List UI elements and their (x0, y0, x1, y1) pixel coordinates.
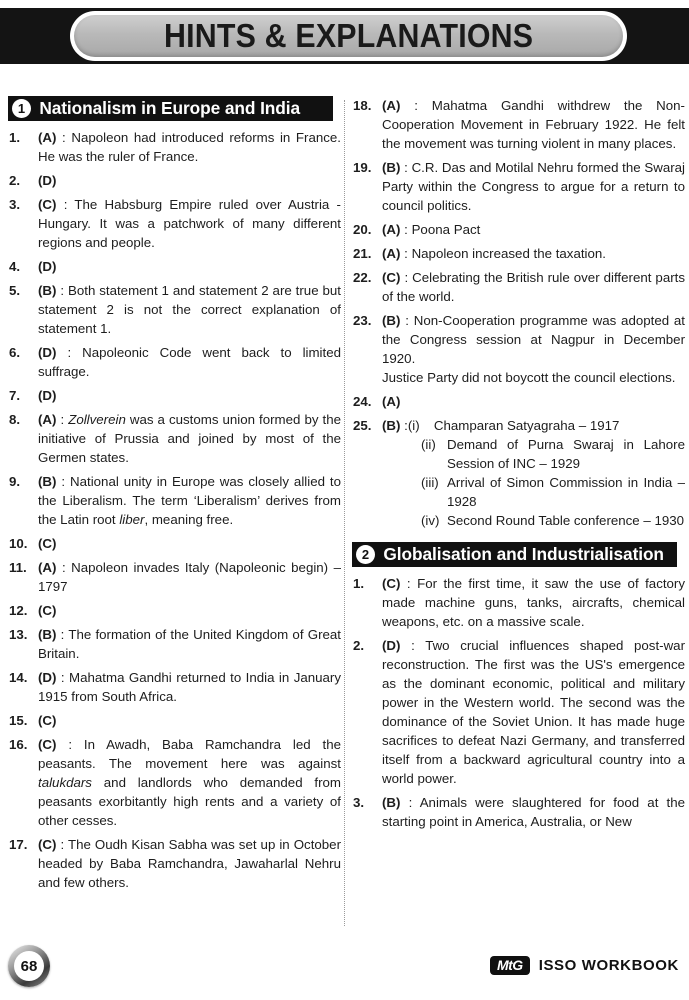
answer-item (352, 311, 685, 387)
column-divider (344, 100, 345, 926)
answer-item-body (38, 534, 341, 553)
answer-option: (D) (38, 388, 57, 403)
answer-item (8, 835, 341, 892)
answer-item-number: 25. (353, 418, 372, 433)
answer-item (352, 244, 685, 263)
answer-item-body: (A) : Zollverein was a customs union formed by the initiative of Prussia and joined by most of the Germen states. (38, 412, 341, 465)
content-columns (0, 96, 689, 936)
answer-item-body: (D) : Mahatma Gandhi returned to India in January 1915 from South Africa. (38, 670, 341, 704)
header-pill (74, 15, 623, 57)
answer-item (8, 735, 341, 830)
answer-item-body: (C) : For the first time, it saw the use of factory made machine guns, tanks, aircrafts, chemical weapons, etc. on a massive scale. (382, 576, 686, 629)
answer-item-number: 1. (353, 576, 365, 591)
sub-item (421, 435, 685, 473)
sub-item (421, 511, 685, 530)
answer-option: (C) (38, 536, 57, 551)
answer-item (8, 195, 341, 252)
sub-item-text: Arrival of Simon Commission in India – 1928 (447, 475, 685, 509)
answer-option: (A) (382, 246, 401, 261)
answer-item-number: 6. (9, 345, 21, 360)
answer-item (8, 343, 341, 381)
answer-option: (A) (38, 130, 57, 145)
mtg-logo: MtG (490, 956, 530, 975)
answer-item-number: 11. (9, 560, 27, 575)
answer-item (8, 128, 341, 166)
sub-item-marker: (ii) (421, 437, 436, 452)
answer-item-number: 2. (353, 638, 365, 653)
answer-option: (D) (38, 173, 57, 188)
answer-item-body: (C) : The Habsburg Empire ruled over Austria - Hungary. It was a patchwork of many different regions and people. (38, 197, 341, 250)
answer-option: (A) (38, 412, 57, 427)
sub-item-text: Champaran Satyagraha – 1917 (433, 418, 620, 433)
answer-item-number: 1. (9, 130, 21, 145)
answer-item (8, 171, 341, 190)
answer-option: (D) (38, 345, 57, 360)
right-column (352, 96, 685, 836)
right-answer-list-section2 (352, 574, 685, 831)
answer-item (352, 392, 685, 411)
sub-item (421, 473, 685, 511)
answer-item-number: 8. (9, 412, 21, 427)
answer-item-number: 3. (9, 197, 21, 212)
answer-item-body (38, 257, 341, 276)
answer-item-number: 3. (353, 795, 365, 810)
answer-item-number: 19. (353, 160, 372, 175)
answer-item-body: (B) : Both statement 1 and statement 2 are true but statement 2 is not the correct explanation of statement 1. (38, 283, 341, 336)
answer-item-number: 20. (353, 222, 372, 237)
answer-option: (A) (38, 560, 57, 575)
section-header-globalisation (352, 542, 677, 567)
emphasis-term: talukdars (38, 775, 92, 790)
answer-item-body: (B) : Animals were slaughtered for food at the starting point in America, Australia, or New (382, 795, 685, 829)
page-title: HINTS & EXPLANATIONS (163, 17, 534, 54)
answer-item (8, 601, 341, 620)
answer-option: (D) (38, 670, 57, 685)
sub-item-marker: (iii) (421, 475, 439, 490)
answer-item-body (38, 601, 341, 620)
answer-item-body (382, 392, 685, 411)
answer-option: (B) (382, 160, 401, 175)
answer-option: (A) (382, 98, 401, 113)
answer-item-body (38, 171, 341, 190)
answer-item-number: 14. (9, 670, 28, 685)
answer-item-body: (B) : Non-Cooperation programme was adopted at the Congress session at Nagpur in December 1920. Justice Party did not boycott the council elections. (382, 313, 685, 385)
answer-item (8, 668, 341, 706)
sub-item (382, 416, 685, 435)
answer-item-body (38, 386, 341, 405)
answer-item-body: (C) : Celebrating the British rule over different parts of the world. (382, 270, 685, 304)
answer-item (352, 220, 685, 239)
answer-item-paragraph-2: Justice Party did not boycott the council elections. (382, 370, 676, 385)
answer-item (8, 386, 341, 405)
answer-item (352, 574, 685, 631)
answer-option: (B) (382, 313, 401, 328)
sub-item-text: Second Round Table conference – 1930 (447, 513, 685, 528)
answer-option: (B) (38, 474, 57, 489)
answer-item (352, 268, 685, 306)
answer-item-25 (352, 416, 685, 530)
answer-item-number: 5. (9, 283, 21, 298)
answer-item-number: 21. (353, 246, 372, 261)
answer-option: (C) (38, 713, 57, 728)
answer-item (352, 636, 685, 788)
answer-item-body: (A) : Napoleon invades Italy (Napoleonic begin) – 1797 (38, 560, 341, 594)
answer-item-body: (B) : C.R. Das and Motilal Nehru formed the Swaraj Party within the Congress to argue for a return to council politics. (382, 160, 685, 213)
answer-item-number: 15. (9, 713, 28, 728)
answer-item (352, 96, 685, 153)
answer-option: (B) (38, 627, 57, 642)
footer-book-label: ISSO WORKBOOK (538, 957, 679, 974)
answer-item-number: 10. (9, 536, 28, 551)
answer-item-body (38, 711, 341, 730)
answer-item-number: 22. (353, 270, 372, 285)
sub-item-marker: (iv) (421, 513, 440, 528)
answer-option: (B) : (382, 418, 408, 433)
answer-item (8, 558, 341, 596)
answer-item-number: 12. (9, 603, 28, 618)
answer-item (8, 281, 341, 338)
answer-item-number: 23. (353, 313, 372, 328)
answer-item (352, 416, 685, 530)
answer-option: (C) (382, 576, 401, 591)
answer-option: (B) (382, 795, 401, 810)
answer-item-body: (B) : National unity in Europe was closely allied to the Liberalism. The term ‘Liberalism’ derives from the Latin root liber, meaning free. (38, 474, 341, 527)
answer-item-body: (B) : The formation of the United Kingdom of Great Britain. (38, 627, 341, 661)
header-pill-outline (70, 11, 627, 61)
answer-item-body: (D) : Two crucial influences shaped post-war reconstruction. The first was the US's emergence as the dominant economic, political and military power in the Western world. The second was the dominance of the Soviet Union. It has made huge sacrifices to defeat Nazi Germany, and transferred itself from a backward agricultural country into a world power. (382, 638, 685, 786)
answer-item (8, 410, 341, 467)
emphasis-term: liber (119, 512, 145, 527)
answer-item (8, 711, 341, 730)
footer-branding (490, 956, 679, 975)
answer-item-body: (D) : Napoleonic Code went back to limited suffrage. (38, 345, 341, 379)
answer-item (352, 158, 685, 215)
answer-option: (D) (382, 638, 401, 653)
answer-option: (C) (38, 197, 57, 212)
answer-option: (D) (38, 259, 57, 274)
answer-item-number: 7. (9, 388, 21, 403)
left-answer-list (8, 128, 341, 892)
answer-item-number: 4. (9, 259, 21, 274)
answer-item-number: 24. (353, 394, 372, 409)
answer-item-body: (C) : In Awadh, Baba Ramchandra led the peasants. The movement here was against talukdars and landlords who demanded from peasants exorbitantly high rents and a variety of other cesses. (38, 737, 341, 828)
answer-option: (C) (38, 837, 57, 852)
sub-item-marker: (i) (407, 418, 420, 433)
left-column (8, 96, 341, 897)
answer-option: (C) (382, 270, 401, 285)
section2-title-text: Globalisation and Industrialisation (383, 544, 664, 564)
answer-item-number: 16. (9, 737, 28, 752)
answer-item-body: (A) : Poona Pact (382, 222, 481, 237)
section-header-nationalism (8, 96, 333, 121)
answer-item (8, 472, 341, 529)
right-answer-list-section1 (352, 96, 685, 411)
answer-item-body (382, 416, 685, 530)
sub-item-text: Demand of Purna Swaraj in Lahore Session of INC – 1929 (447, 437, 685, 471)
answer-option: (A) (382, 394, 401, 409)
answer-item-number: 17. (9, 837, 28, 852)
answer-item-number: 18. (353, 98, 372, 113)
answer-item-body: (C) : The Oudh Kisan Sabha was set up in October headed by Baba Ramchandra, Jawaharlal Nehru and few others. (38, 837, 342, 890)
page-footer (0, 940, 689, 1000)
answer-item-body: (A) : Napoleon increased the taxation. (382, 246, 606, 261)
answer-option: (B) (38, 283, 57, 298)
header-banner (0, 8, 689, 64)
answer-item-number: 9. (9, 474, 21, 489)
answer-item (352, 793, 685, 831)
emphasis-term: Zollverein (68, 412, 126, 427)
answer-item (8, 625, 341, 663)
answer-item (8, 534, 341, 553)
answer-item-number: 13. (9, 627, 28, 642)
answer-option: (A) (382, 222, 401, 237)
answer-item-body: (A) : Mahatma Gandhi withdrew the Non-Cooperation Movement in February 1922. He felt the movement was turning violent in many places. (382, 98, 685, 151)
answer-item-body: (A) : Napoleon had introduced reforms in France. He was the ruler of France. (38, 130, 341, 164)
page-number-badge (8, 945, 50, 987)
answer-item-number: 2. (9, 173, 21, 188)
section2-number-badge: 2 (356, 545, 375, 564)
answer-item (8, 257, 341, 276)
answer-option: (C) (38, 737, 57, 752)
section-title-text: Nationalism in Europe and India (39, 98, 301, 118)
page-number-text: 68 (14, 951, 44, 981)
section-number-badge: 1 (12, 99, 31, 118)
answer-option: (C) (38, 603, 57, 618)
